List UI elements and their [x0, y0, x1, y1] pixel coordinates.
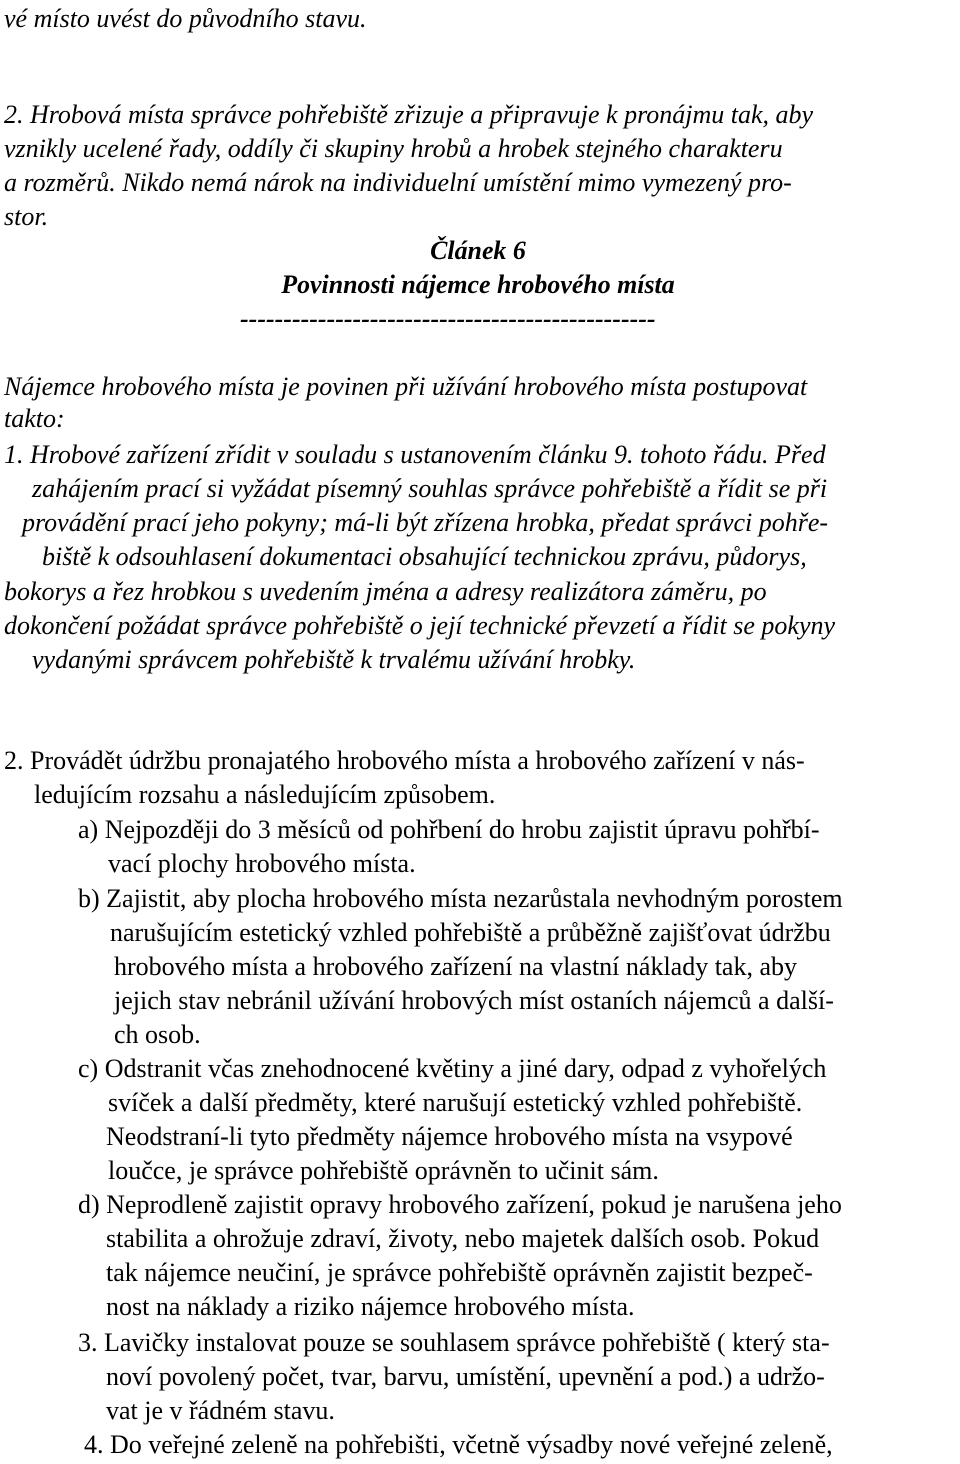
list-item-3: 3. Lavičky instalovat pouze se souhlasem správce pohřebiště ( který sta- [78, 1328, 830, 1357]
paragraph-line: stor. [4, 202, 49, 231]
sub-item-line: ch osob. [114, 1020, 201, 1049]
list-item-line: vat je v řádném stavu. [106, 1396, 335, 1425]
list-item-line: biště k odsouhlasení dokumentaci obsahující technickou zprávu, půdorys, [42, 542, 807, 571]
list-item-line: provádění prací jeho pokyny; má-li být zřízena hrobka, předat správci pohře- [22, 508, 829, 537]
sub-item-line: stabilita a ohrožuje zdraví, životy, nebo majetek dalších osob. Pokud [106, 1224, 820, 1253]
list-item-line: bokorys a řez hrobkou s uvedením jména a adresy realizátora záměru, po [4, 577, 767, 606]
sub-item-line: nost na náklady a riziko nájemce hrobového místa. [106, 1292, 635, 1321]
paragraph-line: vznikly ucelené řady, oddíly či skupiny hrobů a hrobek stejného charakteru [4, 134, 783, 163]
sub-item-line: jejich stav nebránil užívání hrobových míst ostaních nájemců a další- [114, 986, 834, 1015]
paragraph-line: Nájemce hrobového místa je povinen při užívání hrobového místa postupovat [4, 372, 808, 401]
sub-item-line: hrobového místa a hrobového zařízení na vlastní náklady tak, aby [114, 952, 798, 981]
list-item-line: noví povolený počet, tvar, barvu, umístění, upevnění a pod.) a udržo- [106, 1362, 825, 1391]
sub-item-c: c) Odstranit včas znehodnocené květiny a jiné dary, odpad z vyhořelých [78, 1054, 827, 1083]
sub-item-line: tak nájemce neučiní, je správce pohřebiště oprávněn zajistit bezpeč- [106, 1258, 813, 1287]
text-line: vé místo uvést do původního stavu. [4, 4, 367, 33]
sub-item-line: vací plochy hrobového místa. [108, 849, 416, 878]
list-item-line: vydanými správcem pohřebiště k trvalému užívání hrobky. [32, 645, 636, 674]
sub-item-line: Neodstraní-li tyto předměty nájemce hrobového místa na vsypové [106, 1122, 793, 1151]
sub-item-line: narušujícím estetický vzhled pohřebiště a průběžně zajišťovat údržbu [110, 918, 831, 947]
list-item: 1. Hrobové zařízení zřídit v souladu s ustanovením článku 9. tohoto řádu. Před [4, 440, 826, 469]
sub-item-line: svíček a další předměty, které narušují estetický vzhled pohřebiště. [108, 1088, 803, 1117]
list-item: 2. Provádět údržbu pronajatého hrobového místa a hrobového zařízení v nás- [4, 746, 805, 775]
sub-item-a: a) Nejpozději do 3 měsíců od pohřbení do hrobu zajistit úpravu pohřbí- [78, 815, 820, 844]
sub-item-line: loučce, je správce pohřebiště oprávněn to učinit sám. [108, 1156, 659, 1185]
paragraph-line: takto: [4, 404, 65, 433]
list-item-line: zahájením prací si vyžádat písemný souhlas správce pohřebiště a řídit se při [32, 474, 828, 503]
article-heading: Článek 6 [430, 236, 526, 265]
list-item-line: ledujícím rozsahu a následujícím způsobem. [34, 780, 496, 809]
dashed-rule: ------------------------------------------------ [240, 304, 656, 333]
paragraph-line: 2. Hrobová místa správce pohřebiště zřizuje a připravuje k pronájmu tak, aby [4, 100, 814, 129]
sub-item-b: b) Zajistit, aby plocha hrobového místa nezarůstala nevhodným porostem [78, 884, 843, 913]
paragraph-line: a rozměrů. Nikdo nemá nárok na individuelní umístění mimo vymezený pro- [4, 168, 792, 197]
sub-item-d: d) Neprodleně zajistit opravy hrobového zařízení, pokud je narušena jeho [78, 1190, 842, 1219]
list-item-4: 4. Do veřejné zeleně na pohřebišti, včetně výsadby nové veřejné zeleně, [84, 1430, 833, 1459]
list-item-line: dokončení požádat správce pohřebiště o její technické převzetí a řídit se pokyny [4, 611, 836, 640]
article-title: Povinnosti nájemce hrobového místa [281, 270, 675, 299]
